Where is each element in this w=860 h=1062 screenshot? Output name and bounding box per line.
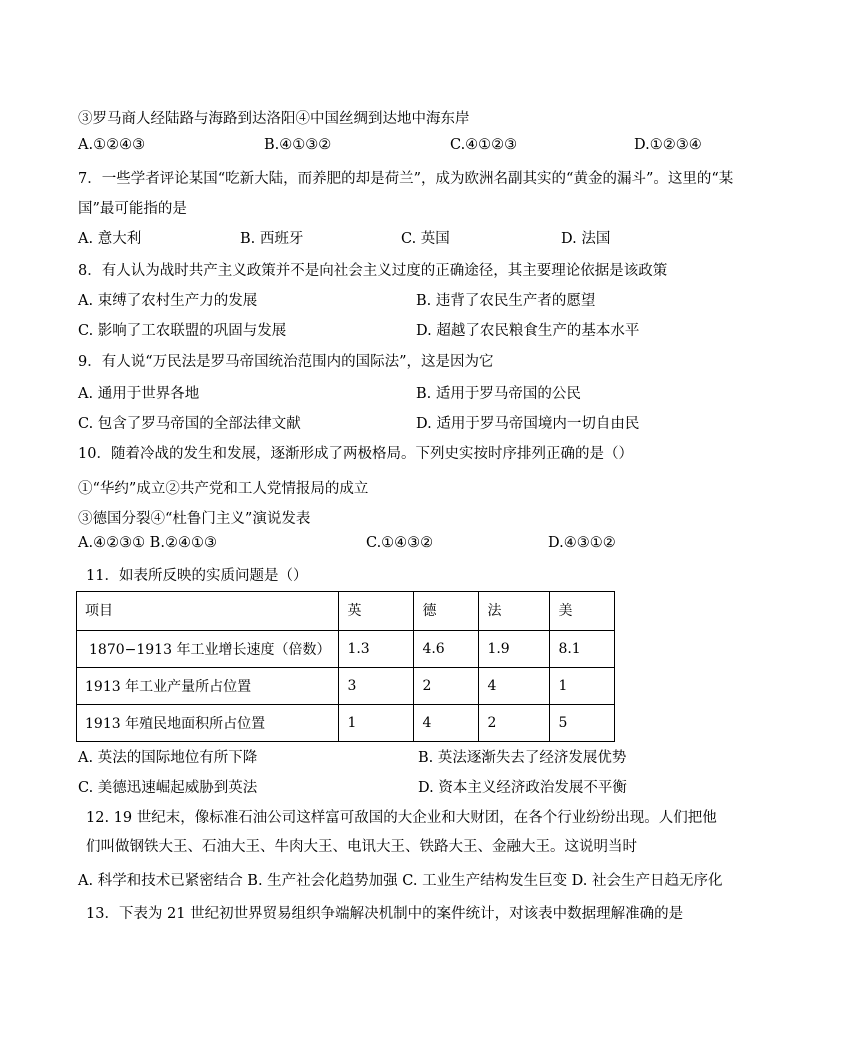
table-cell: 1 (339, 705, 414, 742)
table-header-cell: 美 (550, 592, 615, 631)
q10-stem: 10．随着冷战的发生和发展，逐渐形成了两极格局。下列史实按时序排列正确的是（） (78, 446, 633, 462)
table-cell: 4.6 (414, 631, 479, 668)
q12-stem-line2: 们叫做钢铁大王、石油大王、牛肉大王、电讯大王、铁路大王、金融大王。这说明当时 (86, 839, 637, 855)
q7-option-c: C. 英国 (401, 231, 450, 247)
q7-option-a: A. 意大利 (78, 231, 142, 247)
q6-option-a: A.①②④③ (78, 137, 146, 153)
q6-item-line: ③罗马商人经陆路与海路到达洛阳④中国丝绸到达地中海东岸 (78, 111, 470, 127)
table-cell: 4 (479, 668, 550, 705)
q9-option-d: D. 适用于罗马帝国境内一切自由民 (416, 416, 640, 432)
table-cell: 1.3 (339, 631, 414, 668)
q7-stem-line2: 国”最可能指的是 (78, 201, 187, 217)
q13-stem: 13．下表为 21 世纪初世界贸易组织争端解决机制中的案件统计，对该表中数据理解准确的是 (86, 906, 684, 922)
q12-stem-line1: 12. 19 世纪末，像标准石油公司这样富可敌国的大企业和大财团，在各个行业纷纷出现。人们把他 (86, 810, 717, 826)
q6-option-b: B.④①③② (264, 137, 332, 153)
q9-option-b: B. 适用于罗马帝国的公民 (416, 386, 581, 402)
q8-option-a: A. 束缚了农村生产力的发展 (78, 293, 258, 309)
q8-option-b: B. 违背了农民生产者的愿望 (416, 293, 596, 309)
table-cell: 1913 年殖民地面积所占位置 (77, 705, 339, 742)
table-header-cell: 法 (479, 592, 550, 631)
table-cell: 1913 年工业产量所占位置 (77, 668, 339, 705)
table-cell: 3 (339, 668, 414, 705)
q12-options: A. 科学和技术已紧密结合 B. 生产社会化趋势加强 C. 工业生产结构发生巨变 D. 社会生产日趋无序化 (78, 873, 723, 889)
q7-option-b: B. 西班牙 (240, 231, 304, 247)
q9-stem: 9．有人说“万民法是罗马帝国统治范围内的国际法”，这是因为它 (78, 354, 494, 370)
q11-option-c: C. 美德迅速崛起威胁到英法 (78, 780, 258, 796)
q8-stem: 8．有人认为战时共产主义政策并不是向社会主义过度的正确途径，其主要理论依据是该政策 (78, 263, 668, 279)
table-cell: 2 (414, 668, 479, 705)
table-cell: 1870−1913 年工业增长速度（倍数） (77, 631, 339, 668)
table-header-cell: 项目 (77, 592, 339, 631)
q9-option-c: C. 包含了罗马帝国的全部法律文献 (78, 416, 301, 432)
q11-option-d: D. 资本主义经济政治发展不平衡 (418, 780, 627, 796)
q10-option-c: C.①④③② (366, 535, 434, 551)
table-cell: 4 (414, 705, 479, 742)
q9-option-a: A. 通用于世界各地 (78, 386, 200, 402)
table-cell: 1.9 (479, 631, 550, 668)
table-header-cell: 英 (339, 592, 414, 631)
q10-option-ab: A.④②③① B.②④①③ (78, 535, 217, 551)
table-row (77, 668, 615, 705)
table-header-row (77, 592, 615, 631)
q10-item-line1: ①“华约”成立②共产党和工人党情报局的成立 (78, 481, 369, 497)
table-cell: 5 (550, 705, 615, 742)
table-row (77, 705, 615, 742)
table-cell: 8.1 (550, 631, 615, 668)
q6-option-c: C.④①②③ (450, 137, 518, 153)
q11-option-b: B. 英法逐渐失去了经济发展优势 (418, 750, 627, 766)
q10-option-d: D.④③①② (548, 535, 616, 551)
q8-option-d: D. 超越了农民粮食生产的基本水平 (416, 323, 640, 339)
table-header-cell: 德 (414, 592, 479, 631)
q11-option-a: A. 英法的国际地位有所下降 (78, 750, 258, 766)
q6-option-d: D.①②③④ (634, 137, 702, 153)
industry-table (76, 591, 615, 742)
q7-option-d: D. 法国 (561, 231, 611, 247)
q8-option-c: C. 影响了工农联盟的巩固与发展 (78, 323, 287, 339)
table-cell: 1 (550, 668, 615, 705)
q11-stem: 11．如表所反映的实质问题是（） (86, 568, 308, 584)
q7-stem-line1: 7．一些学者评论某国“吃新大陆，而养肥的却是荷兰”，成为欧洲名副其实的“黄金的漏斗”。这里的“某 (78, 171, 734, 187)
q10-item-line2: ③德国分裂④“杜鲁门主义”演说发表 (78, 511, 311, 527)
table-row (77, 631, 615, 668)
table-cell: 2 (479, 705, 550, 742)
